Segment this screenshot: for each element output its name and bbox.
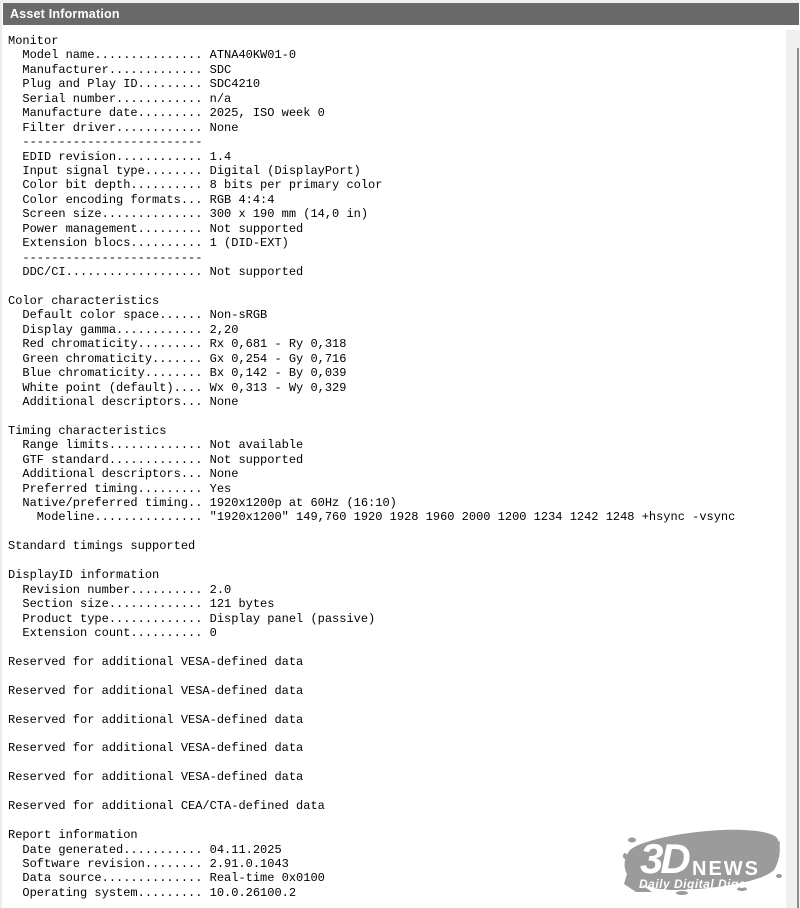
report-line: DDC/CI................... Not supported — [8, 265, 304, 279]
report-line: Screen size.............. 300 x 190 mm (14,0 in) — [8, 207, 369, 222]
report-line: Section size............. 121 bytes — [8, 597, 275, 612]
report-line: White point (default).... Wx 0,313 - Wy 0,329 — [8, 380, 347, 395]
scrollbar-thumb[interactable] — [797, 48, 799, 908]
report-line: ------------------------- — [8, 250, 203, 265]
logo-news-text: NEWS — [692, 858, 760, 880]
report-line: Red chromaticity......... Rx 0,681 - Ry 0,318 — [8, 337, 347, 352]
report-line: Input signal type........ Digital (DisplayPort) — [8, 163, 361, 178]
report-line: Reserved for additional VESA-defined data — [8, 741, 304, 756]
report-line: Monitor — [8, 34, 59, 48]
report-line: Extension blocs.......... 1 (DID-EXT) — [8, 236, 289, 251]
report-blank-line — [8, 785, 786, 799]
report-line: Modeline............... "1920x1200" 149,760 1920 1928 1960 2000 1200 1234 1242 1248 +hsync -vsync — [8, 510, 736, 525]
report-line: Reserved for additional VESA-defined data — [8, 654, 304, 669]
report-line: DisplayID information — [8, 568, 160, 583]
report-blank-line — [8, 525, 786, 539]
report-line: Reserved for additional VESA-defined data — [8, 712, 304, 727]
report-line: Range limits............. Not available — [8, 438, 304, 453]
logo-tagline-text: Daily Digital Digest — [639, 877, 758, 891]
report-blank-line — [8, 756, 786, 770]
report-blank-line — [8, 640, 786, 654]
report-line: Reserved for additional VESA-defined data — [8, 770, 304, 785]
report-line: Manufacture date......... 2025, ISO week 0 — [8, 106, 325, 121]
report-line: Green chromaticity....... Gx 0,254 - Gy 0,716 — [8, 351, 347, 366]
report-line: Data source.............. Real-time 0x0100 — [8, 871, 325, 886]
report-line: Additional descriptors... None — [8, 394, 239, 409]
report-line: EDID revision............ 1.4 — [8, 149, 232, 164]
report-line: Operating system......... 10.0.26100.2 — [8, 885, 297, 900]
report-line: Color encoding formats... RGB 4:4:4 — [8, 192, 275, 207]
report-line: Blue chromaticity........ Bx 0,142 - By 0,039 — [8, 366, 347, 381]
report-blank-line — [8, 727, 786, 741]
panel-left-edge — [0, 0, 2, 908]
3dnews-logo-icon — [622, 826, 784, 898]
report-line: Report information — [8, 828, 138, 843]
report-line: Color characteristics — [8, 293, 160, 308]
report-line: Model name............... ATNA40KW01-0 — [8, 48, 297, 63]
report-line: Power management......... Not supported — [8, 221, 304, 236]
report-line: Timing characteristics — [8, 423, 167, 438]
report-line: Extension count.......... 0 — [8, 625, 217, 640]
report-line: Default color space...... Non-sRGB — [8, 308, 268, 323]
report-line: Plug and Play ID......... SDC4210 — [8, 77, 261, 92]
report-line: Additional descriptors... None — [8, 467, 239, 482]
report-blank-line — [8, 409, 786, 423]
panel-title: Asset Information — [10, 7, 120, 21]
report-line: Native/preferred timing.. 1920x1200p at 60Hz (16:10) — [8, 496, 397, 510]
report-line: Manufacturer............. SDC — [8, 62, 232, 77]
report-line: Reserved for additional CEA/CTA-defined data — [8, 799, 325, 814]
report-line: Product type............. Display panel (passive) — [8, 611, 376, 626]
report-blank-line — [8, 554, 786, 568]
report-line: Display gamma............ 2,20 — [8, 322, 239, 337]
report-line: Software revision........ 2.91.0.1043 — [8, 856, 289, 871]
report-line: Filter driver............ None — [8, 120, 239, 135]
report-line: Reserved for additional VESA-defined data — [8, 683, 304, 698]
report-blank-line — [8, 698, 786, 712]
report-line: ------------------------- — [8, 135, 203, 150]
report-blank-line — [8, 279, 786, 293]
report-blank-line — [8, 669, 786, 683]
asset-report-text — [8, 34, 786, 900]
report-line: Color bit depth.......... 8 bits per primary color — [8, 178, 383, 193]
panel-header — [3, 3, 799, 25]
report-line: GTF standard............. Not supported — [8, 452, 304, 467]
report-line: Date generated........... 04.11.2025 — [8, 842, 282, 857]
report-line: Standard timings supported — [8, 539, 196, 554]
report-line: Serial number............ n/a — [8, 91, 232, 106]
report-line: Preferred timing......... Yes — [8, 481, 232, 496]
report-line: Revision number.......... 2.0 — [8, 582, 232, 597]
logo-3d-text: 3D — [640, 835, 688, 882]
